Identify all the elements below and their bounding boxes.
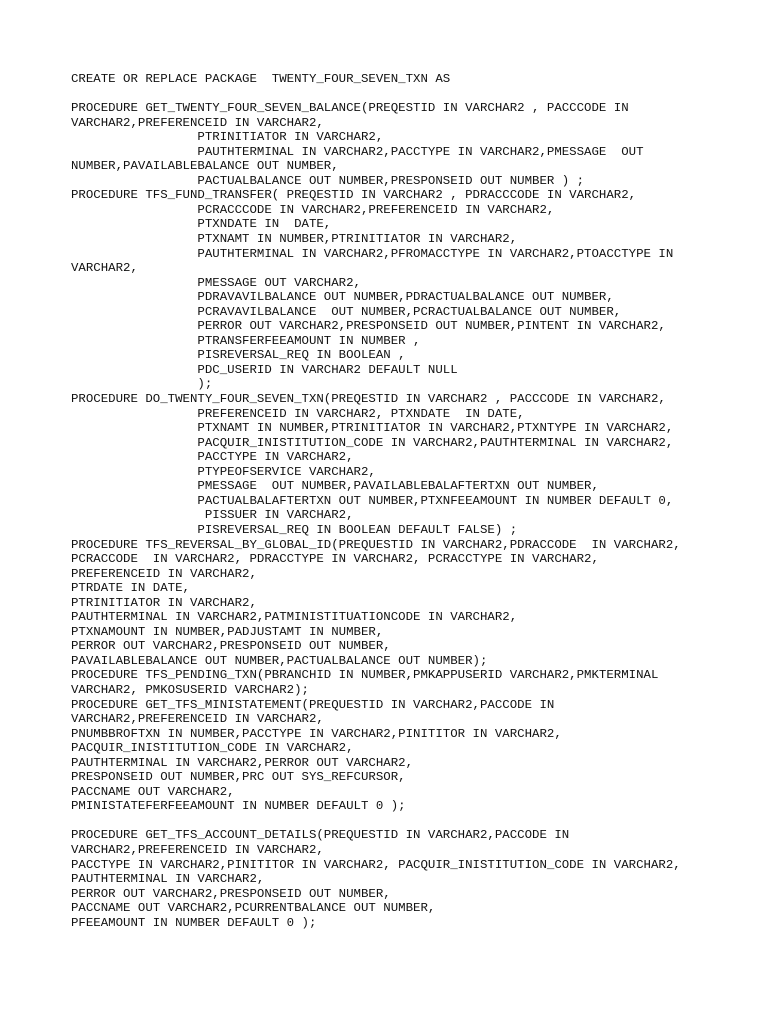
code-line: PDRAVAVILBALANCE OUT NUMBER,PDRACTUALBALANCE OUT NUMBER,	[71, 290, 614, 305]
code-line: PROCEDURE GET_TWENTY_FOUR_SEVEN_BALANCE(PREQESTID IN VARCHAR2 , PACCCODE IN	[71, 101, 629, 116]
code-line	[71, 814, 761, 829]
code-line: PTYPEOFSERVICE VARCHAR2,	[71, 464, 376, 479]
code-line: PROCEDURE GET_TFS_ACCOUNT_DETAILS(PREQUESTID IN VARCHAR2,PACCODE IN	[71, 828, 570, 843]
code-line: PROCEDURE GET_TFS_MINISTATEMENT(PREQUESTID IN VARCHAR2,PACCODE IN	[71, 697, 555, 712]
code-line: PAUTHTERMINAL IN VARCHAR2,PFROMACCTYPE IN VARCHAR2,PTOACCTYPE IN	[71, 246, 674, 261]
code-line: PISSUER IN VARCHAR2,	[71, 508, 354, 523]
code-line: PISREVERSAL_REQ IN BOOLEAN DEFAULT FALSE) ;	[71, 522, 518, 537]
code-line: VARCHAR2,	[71, 261, 138, 276]
code-line: PROCEDURE TFS_PENDING_TXN(PBRANCHID IN NUMBER,PMKAPPUSERID VARCHAR2,PMKTERMINAL	[71, 668, 659, 683]
code-line: PACCNAME OUT VARCHAR2,	[71, 784, 235, 799]
code-line: PRESPONSEID OUT NUMBER,PRC OUT SYS_REFCURSOR,	[71, 770, 406, 785]
code-line: PROCEDURE DO_TWENTY_FOUR_SEVEN_TXN(PREQESTID IN VARCHAR2 , PACCCODE IN VARCHAR2,	[71, 392, 666, 407]
code-line: PACTUALBALANCE OUT NUMBER,PRESPONSEID OUT NUMBER ) ;	[71, 173, 585, 188]
code-line: PAUTHTERMINAL IN VARCHAR2,PATMINISTITUATIONCODE IN VARCHAR2,	[71, 610, 518, 625]
code-line: PERROR OUT VARCHAR2,PRESPONSEID OUT NUMBER,PINTENT IN VARCHAR2,	[71, 319, 666, 334]
code-listing	[71, 72, 761, 930]
code-line: PTXNAMOUNT IN NUMBER,PADJUSTAMT IN NUMBER,	[71, 624, 384, 639]
code-line: PAUTHTERMINAL IN VARCHAR2,PERROR OUT VARCHAR2,	[71, 755, 414, 770]
code-line: PNUMBBROFTXN IN NUMBER,PACCTYPE IN VARCHAR2,PINITITOR IN VARCHAR2,	[71, 726, 562, 741]
code-line: PAUTHTERMINAL IN VARCHAR2,	[71, 872, 265, 887]
code-line: PTXNAMT IN NUMBER,PTRINITIATOR IN VARCHAR2,PTXNTYPE IN VARCHAR2,	[71, 421, 674, 436]
code-line: VARCHAR2,PREFERENCEID IN VARCHAR2,	[71, 115, 324, 130]
code-line: PCRACCODE IN VARCHAR2, PDRACCTYPE IN VARCHAR2, PCRACCTYPE IN VARCHAR2,	[71, 552, 599, 567]
code-line: );	[71, 377, 213, 392]
code-line: PACTUALBALAFTERTXN OUT NUMBER,PTXNFEEAMOUNT IN NUMBER DEFAULT 0,	[71, 493, 674, 508]
code-line: PDC_USERID IN VARCHAR2 DEFAULT NULL	[71, 362, 458, 377]
code-line	[71, 87, 761, 102]
code-line: PERROR OUT VARCHAR2,PRESPONSEID OUT NUMBER,	[71, 886, 391, 901]
code-line: PACQUIR_INISTITUTION_CODE IN VARCHAR2,	[71, 741, 354, 756]
code-line: PTRINITIATOR IN VARCHAR2,	[71, 595, 257, 610]
code-line: CREATE OR REPLACE PACKAGE TWENTY_FOUR_SEVEN_TXN AS	[71, 72, 451, 86]
code-line: PMESSAGE OUT NUMBER,PAVAILABLEBALAFTERTXN OUT NUMBER,	[71, 479, 599, 494]
code-line: PROCEDURE TFS_FUND_TRANSFER( PREQESTID IN VARCHAR2 , PDRACCCODE IN VARCHAR2,	[71, 188, 637, 203]
code-line: PACCTYPE IN VARCHAR2,PINITITOR IN VARCHAR2, PACQUIR_INISTITUTION_CODE IN VARCHAR2,	[71, 857, 681, 872]
code-line: VARCHAR2,PREFERENCEID IN VARCHAR2,	[71, 712, 324, 727]
code-line: PERROR OUT VARCHAR2,PRESPONSEID OUT NUMBER,	[71, 639, 391, 654]
code-line: PFEEAMOUNT IN NUMBER DEFAULT 0 );	[71, 915, 317, 930]
code-line: PTXNDATE IN DATE,	[71, 217, 332, 232]
code-line: PTRANSFERFEEAMOUNT IN NUMBER ,	[71, 333, 421, 348]
code-line: PCRAVAVILBALANCE OUT NUMBER,PCRACTUALBALANCE OUT NUMBER,	[71, 304, 622, 319]
code-line: PREFERENCEID IN VARCHAR2, PTXNDATE IN DATE,	[71, 406, 525, 421]
code-line: VARCHAR2, PMKOSUSERID VARCHAR2);	[71, 682, 309, 697]
code-line: PTRINITIATOR IN VARCHAR2,	[71, 130, 384, 145]
code-line: PAVAILABLEBALANCE OUT NUMBER,PACTUALBALANCE OUT NUMBER);	[71, 653, 488, 668]
code-line: PREFERENCEID IN VARCHAR2,	[71, 566, 257, 581]
code-line: PROCEDURE TFS_REVERSAL_BY_GLOBAL_ID(PREQUESTID IN VARCHAR2,PDRACCODE IN VARCHAR2,	[71, 537, 681, 552]
code-line: PTXNAMT IN NUMBER,PTRINITIATOR IN VARCHAR2,	[71, 232, 518, 247]
code-line: PMINISTATEFERFEEAMOUNT IN NUMBER DEFAULT 0 );	[71, 799, 406, 814]
code-line: VARCHAR2,PREFERENCEID IN VARCHAR2,	[71, 842, 324, 857]
code-line: PCRACCCODE IN VARCHAR2,PREFERENCEID IN VARCHAR2,	[71, 202, 555, 217]
code-line: PACCNAME OUT VARCHAR2,PCURRENTBALANCE OUT NUMBER,	[71, 901, 436, 916]
code-line: PACQUIR_INISTITUTION_CODE IN VARCHAR2,PAUTHTERMINAL IN VARCHAR2,	[71, 435, 674, 450]
code-line: PAUTHTERMINAL IN VARCHAR2,PACCTYPE IN VARCHAR2,PMESSAGE OUT	[71, 144, 644, 159]
code-line: PISREVERSAL_REQ IN BOOLEAN ,	[71, 348, 406, 363]
code-line: PMESSAGE OUT VARCHAR2,	[71, 275, 361, 290]
code-line: PACCTYPE IN VARCHAR2,	[71, 450, 354, 465]
code-line: PTRDATE IN DATE,	[71, 581, 190, 596]
code-line: NUMBER,PAVAILABLEBALANCE OUT NUMBER,	[71, 159, 339, 174]
